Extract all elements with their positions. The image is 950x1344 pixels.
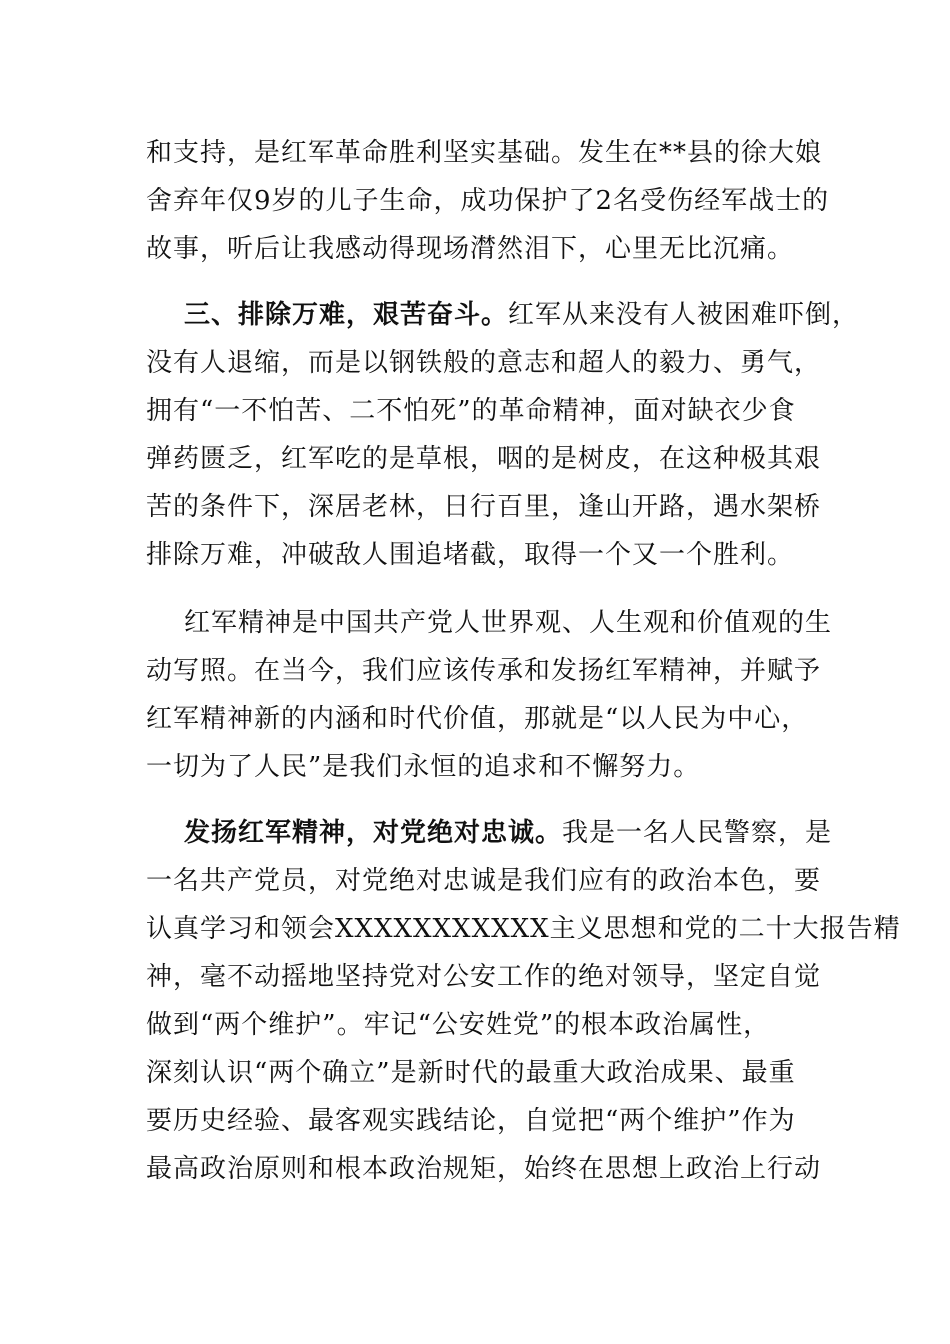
section-heading-loyalty: 发扬红军精神，对党绝对忠诚。: [184, 818, 563, 848]
paragraph-3-line-4: 一切为了人民”是我们永恒的追求和不懈努力。: [146, 752, 701, 782]
paragraph-4-line-5: 做到“两个维护”。牢记“公安姓党”的根本政治属性，: [146, 1010, 771, 1040]
paragraph-4-line-1-text: 我是一名人民警察，是: [562, 818, 833, 848]
paragraph-2-line-3: 拥有“一不怕苦、二不怕死”的革命精神，面对缺衣少食: [146, 396, 796, 426]
paragraph-1-line-2: 舍弃年仅9岁的儿子生命，成功保护了2名受伤经军战士的: [146, 186, 830, 216]
paragraph-4-line-3: 认真学习和领会XXXXXXXXXXX主义思想和党的二十大报告精: [146, 914, 901, 944]
paragraph-4-line-4: 神，毫不动摇地坚持党对公安工作的绝对领导，坚定自觉: [146, 962, 822, 992]
paragraph-4-line-8: 最高政治原则和根本政治规矩，始终在思想上政治上行动: [146, 1154, 822, 1184]
paragraph-4-line-2: 一名共产党员，对党绝对忠诚是我们应有的政治本色，要: [146, 866, 822, 896]
paragraph-2-line-4: 弹药匮乏，红军吃的是草根，咽的是树皮，在这种极其艰: [146, 444, 822, 474]
paragraph-3-line-2: 动写照。在当今，我们应该传承和发扬红军精神，并赋予: [146, 656, 822, 686]
paragraph-1-line-3: 故事，听后让我感动得现场潸然泪下，心里无比沉痛。: [146, 234, 795, 264]
paragraph-4-line-1: [184, 811, 874, 855]
paragraph-4-line-7: 要历史经验、最客观实践结论，自觉把“两个维护”作为: [146, 1106, 796, 1136]
paragraph-4-line-6: 深刻认识“两个确立”是新时代的最重大政治成果、最重: [146, 1058, 796, 1088]
paragraph-3-line-1: 红军精神是中国共产党人世界观、人生观和价值观的生: [184, 608, 833, 638]
paragraph-2-line-6: 排除万难，冲破敌人围追堵截，取得一个又一个胜利。: [146, 540, 795, 570]
paragraph-2-line-5: 苦的条件下，深居老林，日行百里，逢山开路，遇水架桥: [146, 492, 822, 522]
section-heading-3: 三、排除万难，艰苦奋斗。: [184, 300, 509, 330]
paragraph-2-line-1: [184, 293, 874, 337]
paragraph-1-line-1: 和支持，是红军革命胜利坚实基础。发生在**县的徐大娘: [146, 138, 823, 168]
paragraph-2-line-1-text: 红军从来没有人被困难吓倒，: [508, 300, 860, 330]
paragraph-3-line-3: 红军精神新的内涵和时代价值，那就是“以人民为中心，: [146, 704, 809, 734]
paragraph-2-line-2: 没有人退缩，而是以钢铁般的意志和超人的毅力、勇气，: [146, 348, 822, 378]
